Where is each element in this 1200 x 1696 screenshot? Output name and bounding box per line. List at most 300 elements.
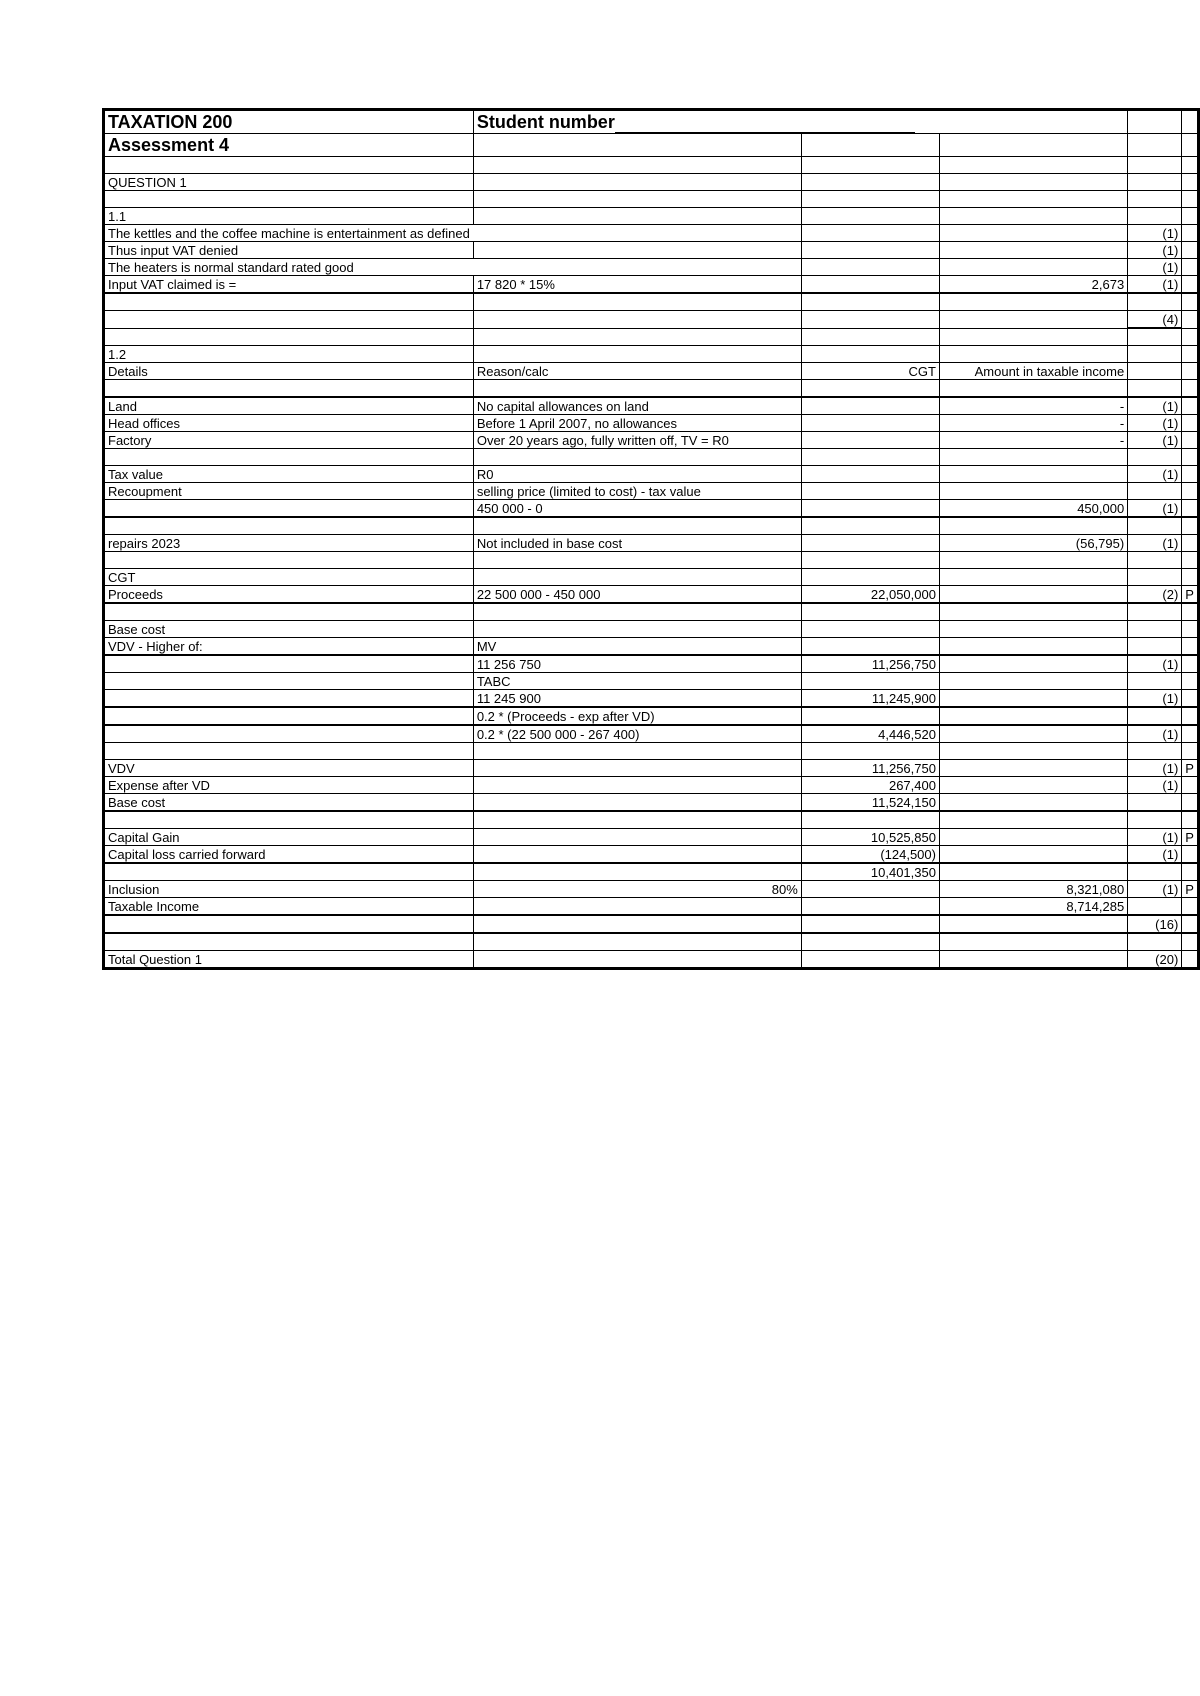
detail-cell: Inclusion [104,881,474,898]
course-title: TAXATION 200 [104,110,474,134]
flag-cell [1182,276,1199,294]
amount-cell: Amount in taxable income [939,363,1127,380]
amount-cell [939,311,1127,329]
table-row [104,483,1199,500]
cgt-cell: 267,400 [801,777,939,794]
cgt-cell: 11,524,150 [801,794,939,812]
marks-cell: (1) [1128,276,1182,294]
amount-cell [939,259,1127,276]
table-row [104,777,1199,794]
amount-cell [939,586,1127,604]
detail-cell: repairs 2023 [104,535,474,552]
flag-cell [1182,208,1199,225]
detail-cell: Capital Gain [104,829,474,846]
flag-cell [1182,380,1199,398]
reason-cell [473,552,801,569]
table-row [104,449,1199,466]
detail-cell [104,311,474,329]
marks-cell: (1) [1128,432,1182,449]
flag-cell [1182,846,1199,864]
table-row [104,673,1199,690]
reason-cell: 17 820 * 15% [473,276,801,294]
detail-cell [104,552,474,569]
detail-cell: The kettles and the coffee machine is entertainment as defined [104,225,474,242]
table-row [104,707,1199,725]
cgt-cell [801,225,939,242]
assessment-sheet [102,108,1200,970]
flag-cell [1182,432,1199,449]
cgt-cell [801,673,939,690]
cgt-cell [801,743,939,760]
amount-cell [939,829,1127,846]
reason-cell: Reason/calc [473,363,801,380]
reason-cell: 11 256 750 [473,655,801,673]
reason-cell [473,933,801,951]
flag-cell [1182,811,1199,829]
cgt-cell [801,483,939,500]
marks-cell [1128,621,1182,638]
detail-cell [104,707,474,725]
flag-cell [1182,466,1199,483]
detail-cell: Head offices [104,415,474,432]
cgt-cell [801,432,939,449]
marks-cell: (1) [1128,725,1182,743]
marks-cell: (1) [1128,846,1182,864]
table-row [104,569,1199,586]
marks-cell: (1) [1128,225,1182,242]
marks-cell: (1) [1128,415,1182,432]
reason-cell [473,311,801,329]
cgt-cell [801,951,939,969]
amount-cell [939,951,1127,969]
table-row [104,415,1199,432]
table-row [104,603,1199,621]
reason-cell: selling price (limited to cost) - tax value [473,483,801,500]
table-row [104,363,1199,380]
table-row [104,535,1199,552]
table-row [104,432,1199,449]
reason-cell [473,898,801,916]
reason-cell [473,811,801,829]
flag-cell [1182,242,1199,259]
detail-cell [104,328,474,346]
marks-cell: (1) [1128,242,1182,259]
marks-cell: (1) [1128,535,1182,552]
amount-cell [939,466,1127,483]
table-row [104,208,1199,225]
reason-cell [473,293,801,311]
flag-cell [1182,951,1199,969]
flag-cell: P [1182,881,1199,898]
flag-cell [1182,397,1199,415]
reason-cell: Over 20 years ago, fully written off, TV = R0 [473,432,801,449]
flag-cell [1182,743,1199,760]
table-row [104,397,1199,415]
marks-cell [1128,707,1182,725]
reason-cell: MV [473,638,801,656]
amount-cell: - [939,397,1127,415]
table-row [104,621,1199,638]
marks-cell [1128,328,1182,346]
amount-cell [939,328,1127,346]
reason-cell [473,346,801,363]
detail-cell: Land [104,397,474,415]
reason-cell [473,829,801,846]
reason-cell: 0.2 * (Proceeds - exp after VD) [473,707,801,725]
reason-cell [473,517,801,535]
marks-cell [1128,898,1182,916]
amount-cell [939,673,1127,690]
flag-cell [1182,621,1199,638]
flag-cell [1182,794,1199,812]
cgt-cell [801,500,939,518]
reason-cell [473,380,801,398]
detail-cell: Tax value [104,466,474,483]
reason-cell [473,225,801,242]
marks-cell [1128,552,1182,569]
flag-cell [1182,690,1199,708]
table-row [104,500,1199,518]
marks-cell [1128,673,1182,690]
amount-cell [939,915,1127,933]
assessment-title: Assessment 4 [104,134,474,157]
reason-cell [473,846,801,864]
table-row [104,690,1199,708]
reason-cell [473,259,801,276]
title-row [104,110,1199,134]
flag-cell [1182,655,1199,673]
marks-cell [1128,569,1182,586]
cgt-cell [801,346,939,363]
flag-cell: P [1182,586,1199,604]
detail-cell [104,293,474,311]
flag-cell [1182,225,1199,242]
amount-cell: 2,673 [939,276,1127,294]
marks-cell: (1) [1128,760,1182,777]
cgt-cell [801,466,939,483]
cgt-cell [801,397,939,415]
amount-cell [939,552,1127,569]
marks-cell: (1) [1128,397,1182,415]
reason-cell [473,777,801,794]
table-row [104,898,1199,916]
flag-cell [1182,328,1199,346]
table-row [104,933,1199,951]
marks-cell: (1) [1128,655,1182,673]
detail-cell: The heaters is normal standard rated good [104,259,474,276]
reason-cell [473,569,801,586]
reason-cell [473,621,801,638]
flag-cell [1182,517,1199,535]
reason-cell: R0 [473,466,801,483]
cgt-cell [801,311,939,329]
marks-cell: (1) [1128,881,1182,898]
amount-cell: 450,000 [939,500,1127,518]
reason-cell: 11 245 900 [473,690,801,708]
cgt-cell: 4,446,520 [801,725,939,743]
flag-cell [1182,569,1199,586]
table-row [104,328,1199,346]
table-row [104,586,1199,604]
marks-cell [1128,449,1182,466]
reason-cell [473,951,801,969]
detail-cell: 1.1 [104,208,474,225]
table-row [104,743,1199,760]
amount-cell [939,690,1127,708]
cgt-cell [801,707,939,725]
marks-cell: (4) [1128,311,1182,329]
amount-cell [939,621,1127,638]
detail-cell: Capital loss carried forward [104,846,474,864]
detail-cell: Factory [104,432,474,449]
marks-cell [1128,603,1182,621]
marks-cell [1128,208,1182,225]
cgt-cell [801,603,939,621]
reason-cell: Not included in base cost [473,535,801,552]
amount-cell [939,346,1127,363]
marks-cell: (1) [1128,259,1182,276]
flag-cell [1182,638,1199,656]
flag-cell [1182,898,1199,916]
flag-cell [1182,915,1199,933]
table-row [104,466,1199,483]
reason-cell: TABC [473,673,801,690]
detail-cell [104,517,474,535]
table-row [104,517,1199,535]
table-row [104,725,1199,743]
amount-cell [939,449,1127,466]
detail-cell: VDV - Higher of: [104,638,474,656]
flag-cell: P [1182,829,1199,846]
marks-cell [1128,811,1182,829]
amount-cell [939,517,1127,535]
cgt-cell [801,242,939,259]
amount-cell: 8,321,080 [939,881,1127,898]
cgt-cell [801,517,939,535]
marks-cell: (16) [1128,915,1182,933]
amount-cell [939,811,1127,829]
reason-cell: 450 000 - 0 [473,500,801,518]
amount-cell [939,707,1127,725]
detail-cell: Expense after VD [104,777,474,794]
flag-cell [1182,552,1199,569]
flag-cell [1182,673,1199,690]
cgt-cell: 11,256,750 [801,760,939,777]
detail-cell: Proceeds [104,586,474,604]
flag-cell [1182,707,1199,725]
flag-cell [1182,725,1199,743]
flag-cell: P [1182,760,1199,777]
amount-cell [939,569,1127,586]
cgt-cell [801,898,939,916]
cgt-cell [801,535,939,552]
student-number-line [615,132,915,133]
marks-cell [1128,380,1182,398]
amount-cell [939,638,1127,656]
amount-cell [939,743,1127,760]
reason-cell: 0.2 * (22 500 000 - 267 400) [473,725,801,743]
cgt-cell [801,621,939,638]
detail-cell: Base cost [104,621,474,638]
cgt-cell [801,933,939,951]
cgt-cell: (124,500) [801,846,939,864]
marks-cell: (1) [1128,690,1182,708]
amount-cell [939,933,1127,951]
amount-cell [939,846,1127,864]
flag-cell [1182,603,1199,621]
detail-cell [104,743,474,760]
reason-cell [473,449,801,466]
amount-cell [939,208,1127,225]
reason-cell [473,794,801,812]
marks-cell [1128,483,1182,500]
amount-cell: 8,714,285 [939,898,1127,916]
detail-cell [104,811,474,829]
marks-cell [1128,638,1182,656]
detail-cell [104,655,474,673]
cgt-cell [801,380,939,398]
flag-cell [1182,777,1199,794]
flag-cell [1182,449,1199,466]
amount-cell [939,655,1127,673]
detail-cell [104,449,474,466]
reason-cell: 22 500 000 - 450 000 [473,586,801,604]
question-heading-row [104,174,1199,191]
table-row [104,242,1199,259]
table-row [104,638,1199,656]
detail-cell: Input VAT claimed is = [104,276,474,294]
cgt-cell [801,811,939,829]
detail-cell [104,500,474,518]
cgt-cell [801,208,939,225]
table-row [104,293,1199,311]
flag-cell [1182,293,1199,311]
table-row [104,311,1199,329]
cgt-cell [801,259,939,276]
marks-cell: (1) [1128,500,1182,518]
amount-cell: - [939,432,1127,449]
amount-cell [939,863,1127,881]
table-row [104,346,1199,363]
table-row [104,811,1199,829]
flag-cell [1182,933,1199,951]
amount-cell [939,603,1127,621]
table-row [104,915,1199,933]
cgt-cell: 10,525,850 [801,829,939,846]
cgt-cell: 11,256,750 [801,655,939,673]
marks-cell [1128,346,1182,363]
marks-cell [1128,933,1182,951]
flag-cell [1182,311,1199,329]
marks-cell [1128,517,1182,535]
reason-cell [473,915,801,933]
reason-cell: No capital allowances on land [473,397,801,415]
table-row [104,881,1199,898]
detail-cell: Taxable Income [104,898,474,916]
table-row [104,794,1199,812]
cgt-cell: CGT [801,363,939,380]
table-row [104,552,1199,569]
detail-cell: Details [104,363,474,380]
amount-cell [939,760,1127,777]
cgt-cell: 22,050,000 [801,586,939,604]
marks-cell: (20) [1128,951,1182,969]
cgt-cell [801,915,939,933]
amount-cell [939,777,1127,794]
amount-cell [939,293,1127,311]
marks-cell: (2) [1128,586,1182,604]
flag-cell [1182,346,1199,363]
amount-cell [939,483,1127,500]
student-number-cell [473,110,939,134]
table-row [104,951,1199,969]
detail-cell [104,690,474,708]
table-row [104,829,1199,846]
table-row [104,380,1199,398]
amount-cell [939,794,1127,812]
reason-cell [473,743,801,760]
table-row [104,863,1199,881]
table-row [104,760,1199,777]
detail-cell: 1.2 [104,346,474,363]
assessment-row [104,134,1199,157]
amount-cell [939,380,1127,398]
cgt-cell [801,881,939,898]
flag-cell [1182,363,1199,380]
detail-cell: VDV [104,760,474,777]
cgt-cell [801,415,939,432]
question-heading: QUESTION 1 [104,174,474,191]
table-row [104,846,1199,864]
detail-cell [104,603,474,621]
marks-cell: (1) [1128,829,1182,846]
cgt-cell: 10,401,350 [801,863,939,881]
cgt-cell: 11,245,900 [801,690,939,708]
flag-cell [1182,535,1199,552]
flag-cell [1182,863,1199,881]
amount-cell: - [939,415,1127,432]
detail-cell: Recoupment [104,483,474,500]
detail-cell [104,380,474,398]
amount-cell [939,242,1127,259]
marks-cell [1128,293,1182,311]
table-row [104,655,1199,673]
detail-cell: CGT [104,569,474,586]
flag-cell [1182,483,1199,500]
detail-cell [104,915,474,933]
table-row [104,225,1199,242]
marks-cell [1128,863,1182,881]
marks-cell [1128,363,1182,380]
detail-cell [104,933,474,951]
student-number-label: Student number [476,112,615,132]
table-row [104,259,1199,276]
cgt-cell [801,638,939,656]
detail-cell [104,673,474,690]
amount-cell: (56,795) [939,535,1127,552]
marks-cell [1128,743,1182,760]
marks-cell: (1) [1128,466,1182,483]
cgt-cell [801,569,939,586]
flag-cell [1182,500,1199,518]
detail-cell: Thus input VAT denied [104,242,474,259]
cgt-cell [801,328,939,346]
detail-cell [104,725,474,743]
cgt-cell [801,293,939,311]
reason-cell [473,603,801,621]
flag-cell [1182,259,1199,276]
reason-cell: 80% [473,881,801,898]
